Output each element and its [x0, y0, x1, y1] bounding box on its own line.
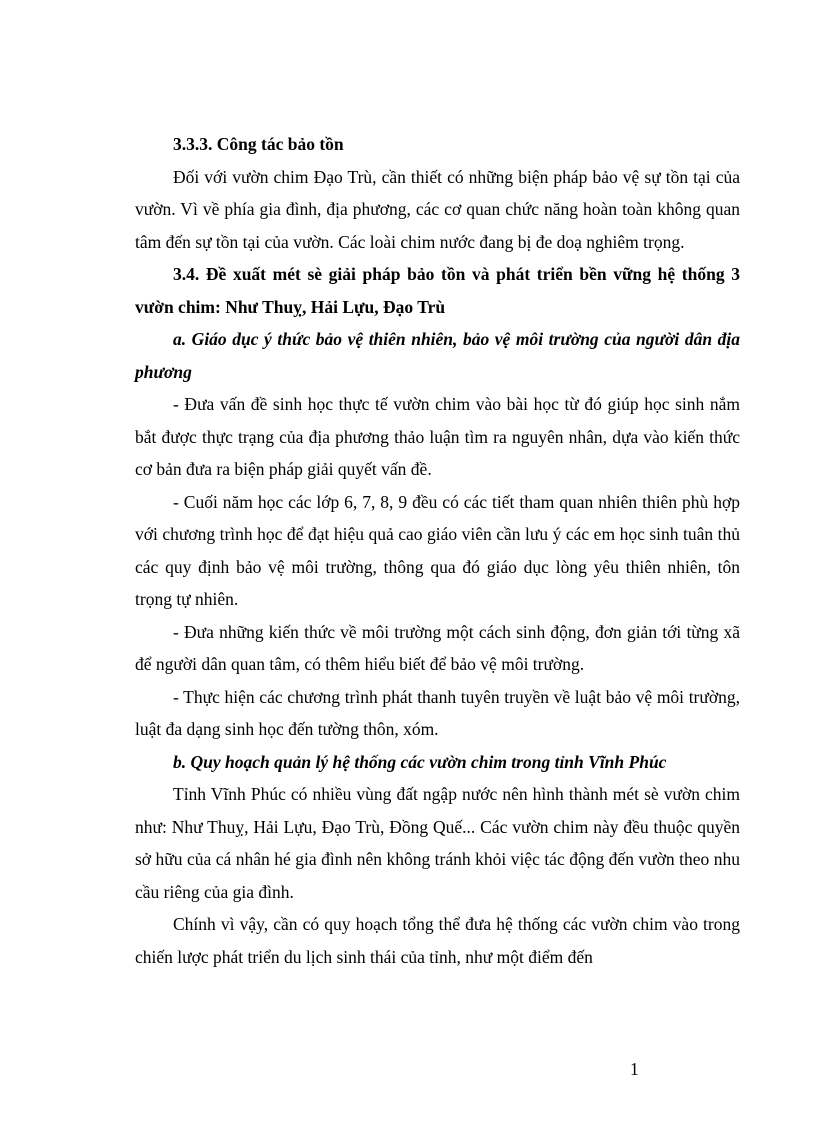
paragraph-education-3: - Đưa những kiến thức về môi trường một cách sinh động, đơn giản tới từng xã để người dân quan tâm, có thêm hiểu biết để bảo vệ môi trường. — [135, 621, 740, 674]
subheading-a: a. Giáo dục ý thức bảo vệ thiên nhiên, bảo vệ môi trường của người dân địa phương — [135, 329, 740, 382]
page-number: 1 — [630, 1059, 639, 1079]
paragraph-education-2: - Cuối năm học các lớp 6, 7, 8, 9 đều có các tiết tham quan nhiên thiên phù hợp với chương trình học để đạt hiệu quả cao giáo viên cần lưu ý các em học sinh tuân thủ các quy định bảo vệ môi trường, thông qua đó giáo dục lòng yêu thiên nhiên, tôn trọng tự nhiên. — [135, 491, 740, 609]
paragraph-planning-2: Chính vì vậy, cần có quy hoạch tổng thể đưa hệ thống các vườn chim vào trong chiến lược phát triển du lịch sinh thái của tỉnh, như một điểm đến — [135, 914, 740, 967]
section-heading-3-4: 3.4. Đề xuất mét sè giải pháp bảo tồn và phát triển bền vững hệ thống 3 vườn chim: Như Thuỵ, Hải Lựu, Đạo Trù — [135, 264, 740, 317]
paragraph-education-4: - Thực hiện các chương trình phát thanh tuyên truyền về luật bảo vệ môi trường, luật đa dạng sinh học đến tường thôn, xóm. — [135, 686, 740, 739]
subheading-b: b. Quy hoạch quản lý hệ thống các vườn chim trong tỉnh Vĩnh Phúc — [173, 751, 667, 772]
paragraph-education-1: - Đưa vấn đề sinh học thực tế vườn chim vào bài học từ đó giúp học sinh nắm bắt được thực trạng của địa phương thảo luận tìm ra nguyên nhân, dựa vào kiến thức cơ bản đưa ra biện pháp giải quyết vấn đề. — [135, 394, 740, 479]
paragraph-planning-1: Tỉnh Vĩnh Phúc có nhiều vùng đất ngập nước nên hình thành mét sè vườn chim như: Như Thuỵ, Hải Lựu, Đạo Trù, Đồng Quế... Các vườn chim này đều thuộc quyền sở hữu của cá nhân hé gia đình nên không tránh khỏi việc tác động đến vườn theo nhu cầu riêng của gia đình. — [135, 784, 740, 902]
section-heading-3-3-3: 3.3.3. Công tác bảo tồn — [173, 134, 344, 154]
document-body — [135, 128, 740, 973]
paragraph-conservation: Đối với vườn chim Đạo Trù, cần thiết có những biện pháp bảo vệ sự tồn tại của vườn. Vì về phía gia đình, địa phương, các cơ quan chức năng hoàn toàn không quan tâm đến sự tồn tại của vườn. Các loài chim nước đang bị đe doạ nghiêm trọng. — [135, 166, 740, 252]
